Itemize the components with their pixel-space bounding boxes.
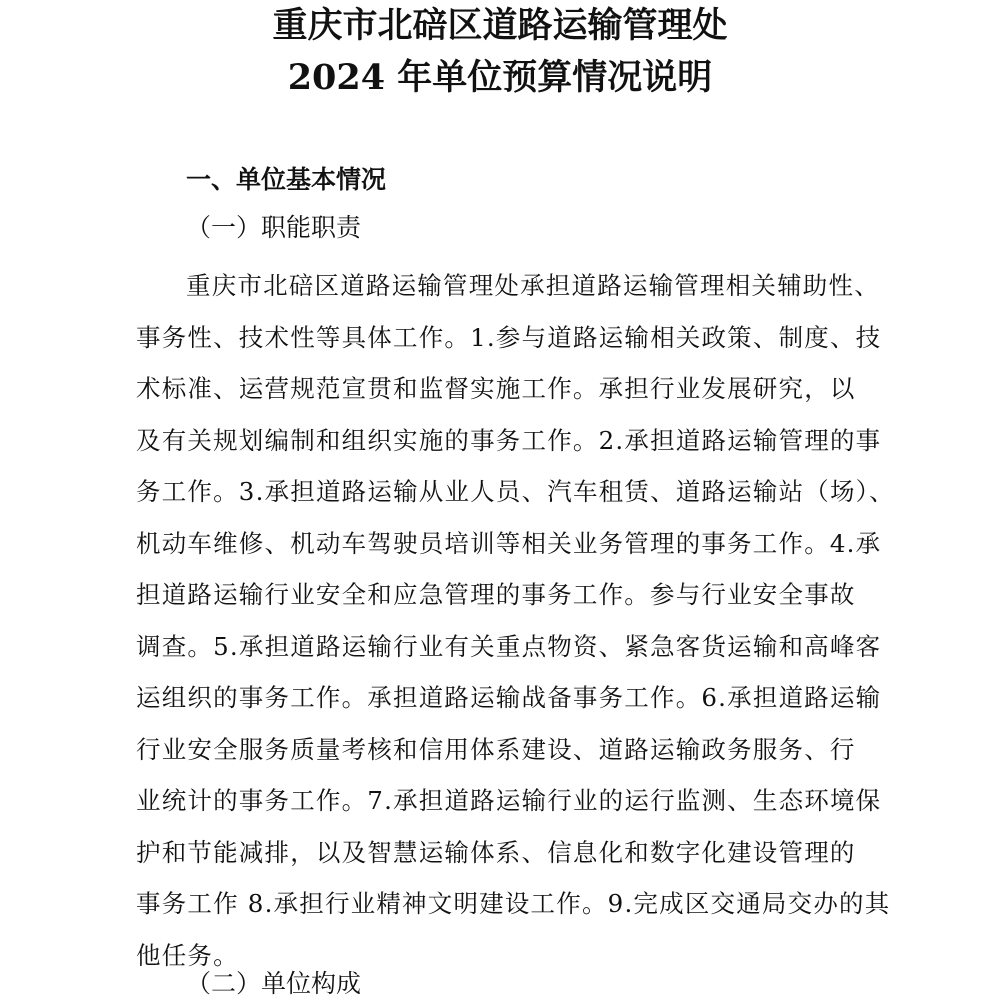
paragraph-line: 及有关规划编制和组织实施的事务工作。2.承担道路运输管理的事 (136, 425, 882, 455)
document-title-line2: 2024 年单位预算情况说明 (287, 57, 713, 98)
paragraph-line: 务工作。3.承担道路运输从业人员、汽车租赁、道路运输站（场）、 (136, 477, 895, 506)
paragraph-line: 术标准、运营规范宣贯和监督实施工作。承担行业发展研究，以 (136, 374, 856, 403)
paragraph-line: 业统计的事务工作。7.承担道路运输行业的运行监测、生态环境保 (136, 786, 882, 815)
paragraph-line: 担道路运输行业安全和应急管理的事务工作。参与行业安全事故 (136, 580, 856, 609)
duties-paragraph (136, 260, 896, 981)
paragraph-line: 机动车维修、机动车驾驶员培训等相关业务管理的事务工作。4.承 (136, 528, 882, 558)
paragraph-line: 运组织的事务工作。承担道路运输战备事务工作。6.承担道路运输 (136, 683, 882, 712)
subsection-heading-composition: （二）单位构成 (186, 969, 362, 998)
paragraph-line: 行业安全服务质量考核和信用体系建设、道路运输政务服务、行 (136, 734, 856, 764)
subsection-heading-duties: （一）职能职责 (186, 213, 362, 242)
paragraph-line: 事务工作 8.承担行业精神文明建设工作。9.完成区交通局交办的其 (136, 889, 891, 918)
paragraph-line: 他任务。 (136, 940, 239, 970)
paragraph-line: 重庆市北碚区道路运输管理处承担道路运输管理相关辅助性、 (186, 271, 880, 300)
section-heading-basic-info: 一、单位基本情况 (186, 165, 387, 194)
paragraph-line: 护和节能减排，以及智慧运输体系、信息化和数字化建设管理的 (136, 837, 856, 867)
document-title-line1: 重庆市北碚区道路运输管理处 (272, 5, 728, 46)
paragraph-line: 调查。5.承担道路运输行业有关重点物资、紧急客货运输和高峰客 (136, 631, 882, 661)
paragraph-line: 事务性、技术性等具体工作。1.参与道路运输相关政策、制度、技 (136, 322, 882, 352)
